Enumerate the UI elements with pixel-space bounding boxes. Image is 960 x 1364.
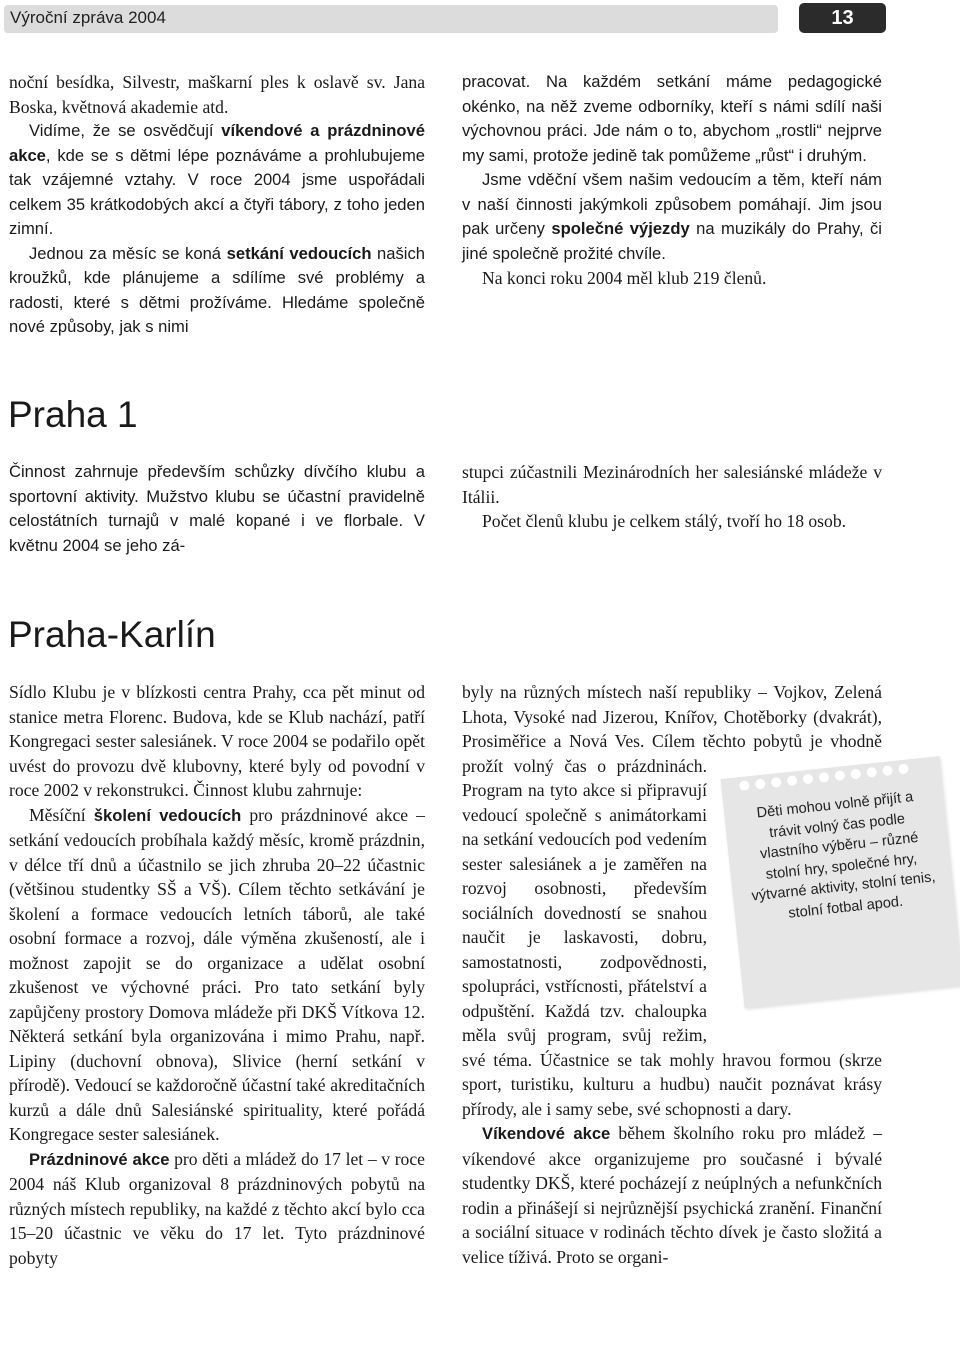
sticky-note (721, 756, 960, 1008)
karlin-left-paragraph-3: Prázdninové akce pro děti a mládež do 17 let – v roce 2004 náš Klub organizoval 8 prázdninových pobytů na různých místech republiky, na každé z těchto akcí bylo cca 15–20 účastnic ve věku do 17 let. Tyto prázdninové pobyty (9, 1148, 425, 1268)
intro-left-paragraph-2: Vidíme, že se osvědčují víkendové a prázdninové akce, kde se s dětmi lépe poznáváme a prohlubujeme tak vzájemné vztahy. V roce 2004 jsme uspořádali celkem 35 krátkodobých akcí a čtyři tábory, z toho jeden zimní. (9, 121, 425, 238)
karlin-left-paragraph-1: Sídlo Klubu je v blízkosti centra Prahy, cca pět minut od stanice metra Florenc. Budova, kde se Klub nachází, patří Kongregaci sester salesiánek. V roce 2004 se podařilo opět uvést do provozu dvě klubovny, které byly od povodní v roce 2002 v rekonstrukci. Činnost klubu zahrnuje: (9, 682, 425, 800)
section-heading-praha-karlin: Praha-Karlín (8, 614, 216, 655)
intro-right-paragraph-2: Jsme vděční všem našim vedoucím a těm, kteří nám v naší činnosti jakýmkoli způsobem pomáhají. Jim jsou pak určeny společné výjezdy na muzikály do Prahy, či jiné společně prožité chvíle. (462, 170, 882, 263)
intro-right-paragraph-1: pracovat. Na každém setkání máme pedagogické okénko, na něž zveme odborníky, kteří s námi sdílí naši výchovnou práci. Jde nám o to, abychom „rostli“ nejprve my sami, protože jedině tak pomůžeme „růst“ i druhým. (462, 72, 882, 165)
praha1-left-column (9, 460, 425, 558)
page-number: 13 (799, 3, 886, 33)
praha1-right-paragraph-2: Počet členů klubu je celkem stálý, tvoří ho 18 osob. (482, 511, 847, 531)
intro-left-column (9, 70, 425, 340)
intro-right-paragraph-3: Na konci roku 2004 měl klub 219 členů. (482, 268, 767, 288)
karlin-right-paragraph-2: Víkendové akce během školního roku pro mládež – víkendové akce organizujeme pro současné i bývalé studentky DKŠ, které pocházejí z neúplných a nefunkčních rodin a přinášejí si nejrůznější psychická zranění. Finanční a sociální situace v rodinách těchto dívek je často složitá a velice tíživá. Proto se organi- (462, 1123, 882, 1267)
karlin-right-paragraph-1: byly na různých místech naší republiky – Vojkov, Zelená Lhota, Vysoké nad Jizerou, Knířov, Chotěborky (dvakrát), Prosiměřice a Nová Ves. Cílem těchto pobytů je vhodně prožít volný čas o prázdninách. Program na tyto akce si připravují vedoucí společně s animátorkami na setkání vedoucích pod vedením sester salesiánek a je zaměřen na rozvoj osobnosti, především sociálních dovedností se snahou naučit je laskavosti, dobru, samostatnosti, zodpovědnosti, spolupráci, vstřícnosti, přátelství a odpuštění. Každá tzv. chaloupka měla svůj program, svůj režim, své téma. Účastnice se tak mohly hravou formou (skrze sport, turistiku, kulturu a hudbu) naučit poznávat krásy přírody, ale i samy sebe, své schopnosti a dary. (462, 682, 882, 1119)
intro-left-paragraph-3: Jednou za měsíc se koná setkání vedoucích našich kroužků, kde plánujeme a sdílíme své problémy a radosti, které s dětmi prožíváme. Hledáme společně nové způsoby, jak s nimi (9, 243, 426, 336)
karlin-left-column (9, 680, 425, 1270)
praha1-left-paragraph: Činnost zahrnuje především schůzky dívčího klubu a sportovní aktivity. Mužstvo klubu se účastní pravidelně celostátních turnajů v malé kopané i ve florbale. V květnu 2004 se jeho zá- (9, 462, 425, 555)
praha1-right-paragraph-1: stupci zúčastnili Mezinárodních her salesiánské mládeže v Itálii. (462, 462, 882, 507)
praha1-right-column (462, 460, 882, 534)
section-heading-praha-1: Praha 1 (8, 394, 138, 435)
header-bar (4, 5, 778, 33)
karlin-left-paragraph-2: Měsíční školení vedoucích pro prázdninové akce – setkání vedoucích probíhala každý měsíc, kromě prázdnin, v délce tří dnů a účastnilo se jich zhruba 20–22 účastnic (většinou studentky SŠ a VŠ). Cílem těchto setkávání je školení a formace vedoucích letních táborů, ale také osobní formace a rozvoj, dále výměna zkušeností, ale i možnost zapojit se do organizace a udělat osobní zkušenost ve výchovné práci. Pro tato setkání byly zapůjčeny prostory Domova mládeže při DKŠ Vítkova 12. Některá setkání byla organizována i mimo Prahu, např. Lipiny (duchovní obnova), Slivice (herní setkání v přírodě). Vedoucí se každoročně účastní také akreditačních kurzů a dále dnů Salesiánské spirituality, které pořádá Kongregace sester salesiánek. (9, 804, 425, 1144)
intro-left-paragraph-1: noční besídka, Silvestr, maškarní ples k oslavě sv. Jana Boska, květnová akademie atd. (9, 72, 425, 117)
header-title: Výroční zpráva 2004 (10, 8, 166, 27)
intro-right-column (462, 70, 882, 291)
sticky-note-text: Děti mohou volně přijít a trávit volný čas podle vlastního výběru – různé stolní hry, společné hry, výtvarné aktivity, stolní tenis, stolní fotbal apod. (750, 789, 937, 922)
